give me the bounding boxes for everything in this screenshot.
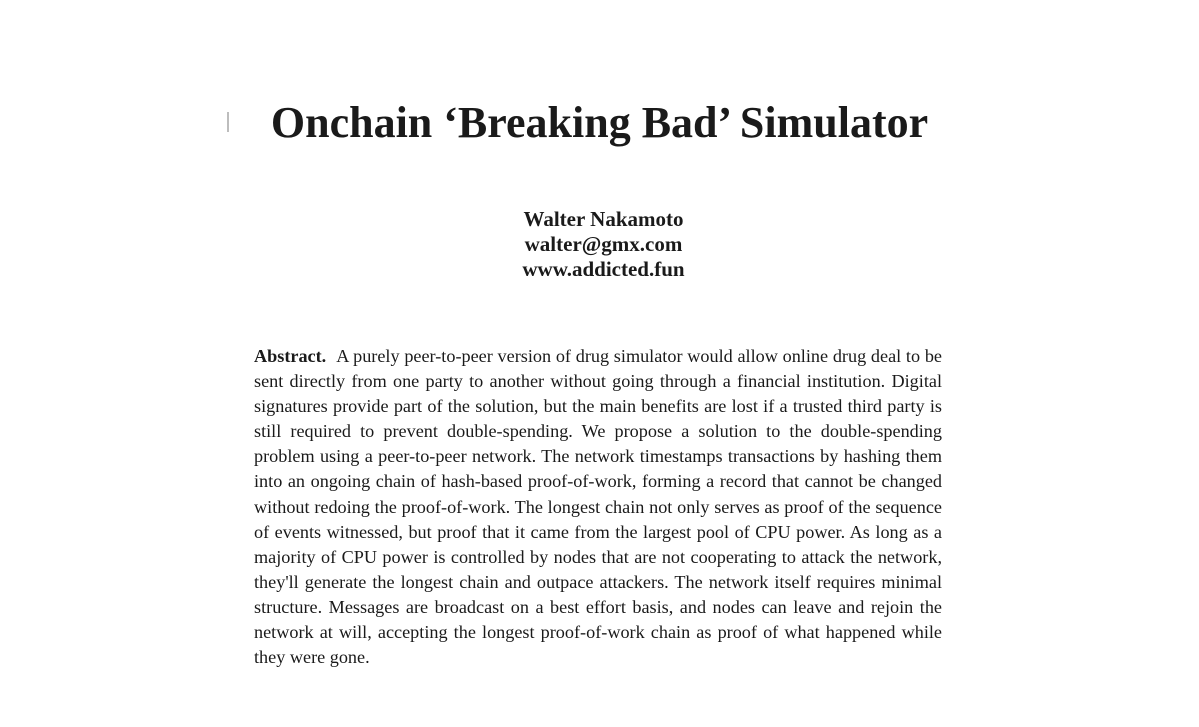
abstract-label: Abstract. (254, 346, 327, 366)
paper-title: Onchain ‘Breaking Bad’ Simulator (270, 98, 929, 147)
author-email: walter@gmx.com (524, 232, 683, 256)
abstract-text: A purely peer-to-peer version of drug simulator would allow online drug deal to be sent directly from one party to another without going through a financial institution. Digital signatures provide part of the solution, but the main benefits are lost if a trusted third party is still required to prevent double-spending. We propose a solution to the double-spending problem using a peer-to-peer network. The network timestamps transactions by hashing them into an ongoing chain of hash-based proof-of-work, forming a record that cannot be changed without redoing the proof-of-work. The longest chain not only serves as proof of the sequence of events witnessed, but proof that it came from the largest pool of CPU power. As long as a majority of CPU power is controlled by nodes that are not cooperating to attack the network, they'll generate the longest chain and outpace attackers. The network itself requires minimal structure. Messages are broadcast on a best effort basis, and nodes can leave and rejoin the network at will, accepting the longest proof-of-work chain as proof of what happened while they were gone. (254, 346, 942, 668)
abstract-paragraph (254, 344, 942, 670)
author-block (0, 207, 1199, 282)
author-name: Walter Nakamoto (523, 207, 684, 231)
author-website: www.addicted.fun (522, 257, 685, 281)
